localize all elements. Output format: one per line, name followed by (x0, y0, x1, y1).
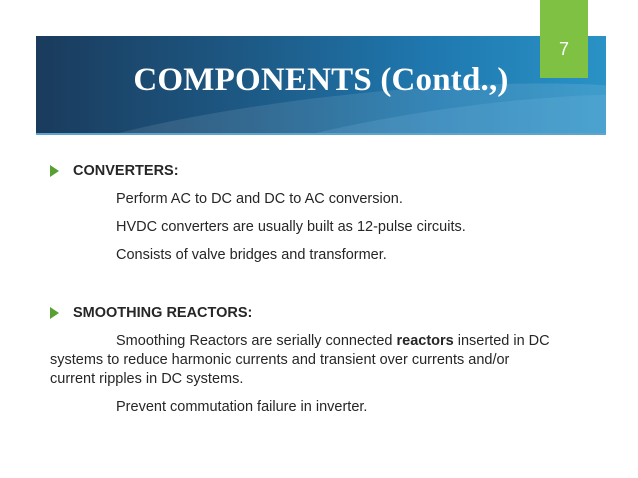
slide-number: 7 (558, 38, 569, 59)
section-heading-text: CONVERTERS: (73, 163, 179, 179)
bullet-arrow-icon (50, 165, 59, 177)
body-line: Perform AC to DC and DC to AC conversion. (116, 191, 403, 207)
slide-title: COMPONENTS (Contd.,) (133, 62, 509, 98)
body-line: current ripples in DC systems. (50, 371, 244, 387)
body-text-bold: reactors (396, 333, 454, 349)
body-text: inserted in DC (453, 333, 550, 349)
section-heading-converters (50, 163, 179, 179)
body-line: HVDC converters are usually built as 12-pulse circuits. (116, 219, 466, 235)
section-heading-text: SMOOTHING REACTORS: (73, 305, 253, 321)
body-line (116, 333, 550, 349)
body-line: systems to reduce harmonic currents and transient over currents and/or (50, 352, 510, 368)
body-line: Prevent commutation failure in inverter. (116, 399, 368, 415)
body-line: Consists of valve bridges and transformer. (116, 247, 387, 263)
section-heading-smoothing-reactors (50, 305, 252, 321)
bullet-arrow-icon (50, 307, 59, 319)
body-text: Smoothing Reactors are serially connected (116, 333, 397, 349)
